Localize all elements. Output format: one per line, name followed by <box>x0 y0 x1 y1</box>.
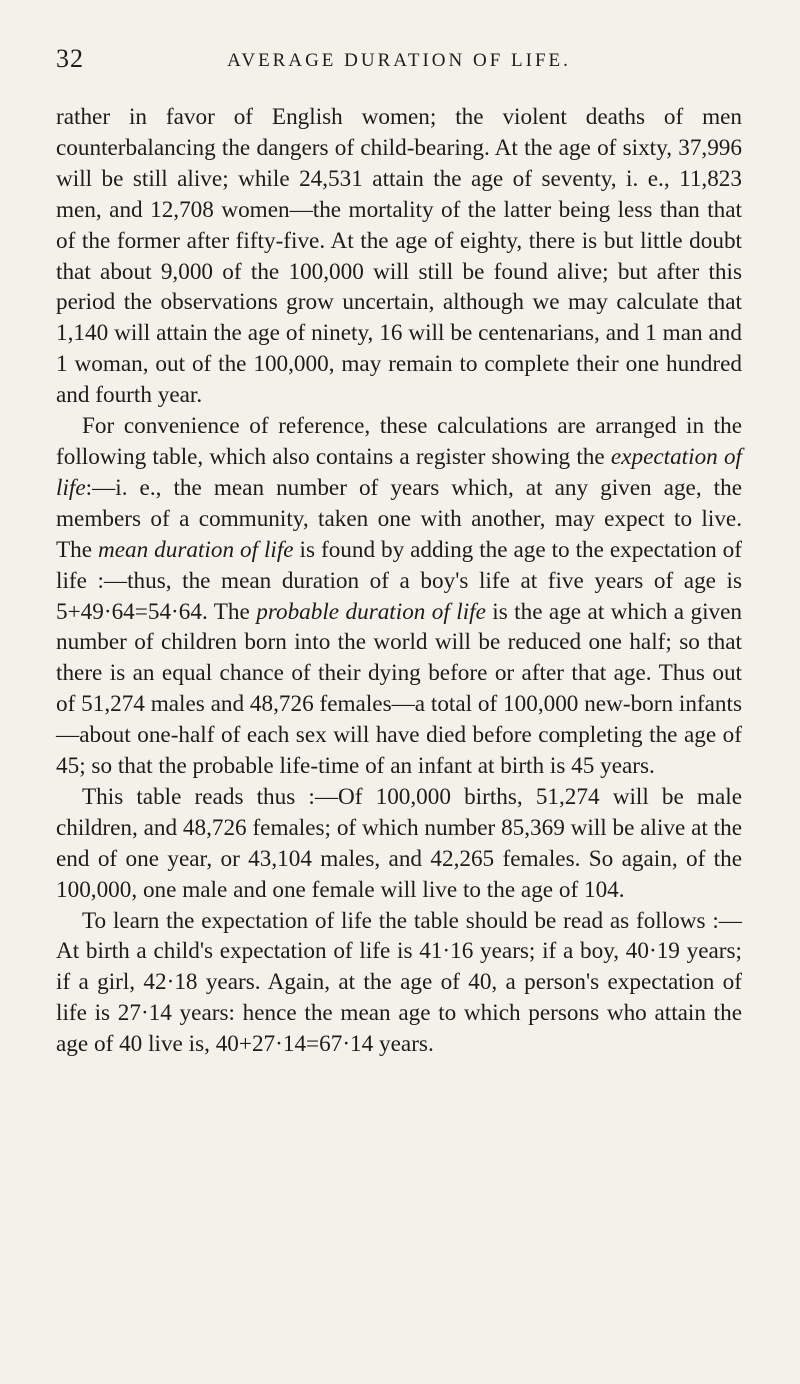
p2-text-a: For convenience of reference, these calculations are arranged in the following table, which also contains a register showing the <box>56 413 742 470</box>
paragraph-4: To learn the expectation of life the table should be read as follows :—At birth a child's expectation of life is 41·16 years; if a boy, 40·19 years; if a girl, 42·18 years. Again, at the age of 40, a person's expectation of life is 27·14 years: hence the mean age to which persons who attain the age of 40 live is, 40+27·14=67·14 years. <box>56 907 742 1058</box>
paragraph-1: rather in favor of English women; the violent deaths of men counterbalancing the dangers of child-bearing. At the age of sixty, 37,996 will be still alive; while 24,531 attain the age of seventy, i. e., 11,823 men, and 12,708 women—the mortality of the latter being less than that of the former after fifty-five. At the age of eighty, there is but little doubt that about 9,000 of the 100,000 will still be found alive; but after this period the observations grow uncertain, although we may calculate that 1,140 will attain the age of ninety, 16 will be centenarians, and 1 man and 1 woman, out of the 100,000, may remain to complete their one hundred and fourth year. <box>56 104 742 409</box>
running-head <box>56 44 742 80</box>
page-number: 32 <box>56 44 84 73</box>
p2-text-e: is found by adding the age to the expectation of life :—thus, the mean duration of a boy's life at five years of age is 5+49·64=54·64. The <box>56 536 742 625</box>
body-text <box>56 102 742 1060</box>
paragraph-3: This table reads thus :—Of 100,000 births, 51,274 will be male children, and 48,726 females; of which number 85,369 will be alive at the end of one year, or 43,104 males, and 42,265 females. So again, of the 100,000, one male and one female will live to the age of 104. <box>56 783 742 903</box>
paragraph-2 <box>56 411 742 782</box>
p2-term-mean-duration: mean duration of life <box>98 536 294 563</box>
p2-text-g: is the age at which a given number of children born into the world will be reduced one half; so that there is an equal chance of their dying before or after that age. Thus out of 51,274 males and 48,726 females—a total of 100,000 new-born infants—about one-half of each sex will have died before completing the age of 45; so that the probable life-time of an infant at birth is 45 years. <box>56 598 742 780</box>
p2-term-probable-duration: probable duration of life <box>256 598 486 625</box>
p2-text-c: :—i. e., the mean number of years which, at any given age, the members of a community, taken one with another, may expect to live. The <box>56 474 742 563</box>
p2-term-expectation: expectation of life <box>56 443 742 501</box>
running-title: AVERAGE DURATION OF LIFE. <box>227 50 571 71</box>
